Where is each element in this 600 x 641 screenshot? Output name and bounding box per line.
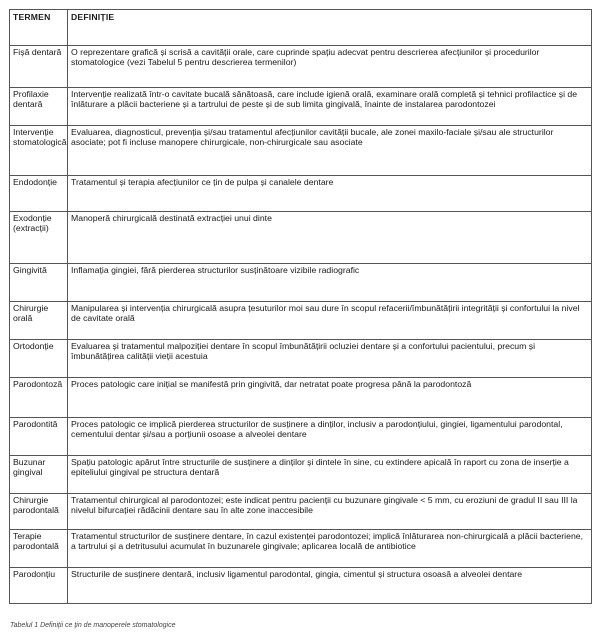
definition-cell: Tratamentul și terapia afecțiunilor ce țin de pulpa și canalele dentare (68, 176, 592, 212)
term-cell: Intervenție stomatologică (10, 126, 68, 176)
table-row (10, 530, 592, 568)
table-row (10, 126, 592, 176)
term-cell: Parodontoză (10, 378, 68, 418)
definition-cell: Evaluarea, diagnosticul, prevenția și/sau tratamentul afecțiunilor cavității bucale, ale zonei maxilo-faciale și/sau ale structurilor asociate; pot fi incluse manopere chirurgicale, non-chirurgicale sau asociate (68, 126, 592, 176)
definition-cell: Proces patologic ce implică pierderea structurilor de susținere a dinților, inclusiv a parodonțiului, gingiei, ligamentului parodontal, cementului dentar și/sau a porțiunii osoase a alveolei dentare (68, 418, 592, 456)
term-cell: Exodonție (extracții) (10, 212, 68, 264)
definitions-table (9, 9, 592, 604)
definition-cell: Proces patologic care inițial se manifestă prin gingivită, dar netratat poate progresa până la parodontoză (68, 378, 592, 418)
table-row (10, 418, 592, 456)
term-cell: Buzunar gingival (10, 456, 68, 494)
definition-cell: Evaluarea și tratamentul malpoziției dentare în scopul îmbunătățirii ocluziei dentare și a confortului pacientului, precum și îmbunătățirea calității vieții acestuia (68, 340, 592, 378)
table-row (10, 378, 592, 418)
definition-cell: Manipularea și intervenția chirurgicală asupra țesuturilor moi sau dure în scopul refacerii/îmbunătățirii integrității și confortului la nivel de cavitate orală (68, 302, 592, 340)
table-header-row (10, 10, 592, 46)
table-row (10, 88, 592, 126)
table-caption: Tabelul 1 Definiții ce țin de manoperele stomatologice (10, 622, 176, 629)
table-row (10, 264, 592, 302)
table-row (10, 46, 592, 88)
table-row (10, 456, 592, 494)
definition-cell: O reprezentare grafică și scrisă a cavității orale, care cuprinde spațiu adecvat pentru descrierea afecțiunilor și procedurilor stomatologice (vezi Tabelul 5 pentru descrierea termenilor) (68, 46, 592, 88)
term-cell: Terapie parodontală (10, 530, 68, 568)
term-cell: Chirurgie orală (10, 302, 68, 340)
definition-cell: Tratamentul structurilor de susținere dentare, în cazul existenței parodontozei; implică înlăturarea non-chirurgicală a plăcii bacteriene, a tartrului și a detritusului acumulat în buzunarele gingivale; aplicarea locală de antibiotice (68, 530, 592, 568)
table-row (10, 302, 592, 340)
table-row (10, 212, 592, 264)
term-cell: Fișă dentară (10, 46, 68, 88)
term-cell: Endodonție (10, 176, 68, 212)
definition-cell: Tratamentul chirurgical al parodontozei; este indicat pentru pacienții cu buzunare gingivale < 5 mm, cu eroziuni de gradul II sau III la nivelul bifurcației rădăcinii dentare sau în alte zone inaccesibile (68, 494, 592, 530)
header-definition: DEFINIȚIE (68, 10, 592, 46)
term-cell: Ortodonție (10, 340, 68, 378)
term-cell: Chirurgie parodontală (10, 494, 68, 530)
table-row (10, 176, 592, 212)
definition-cell: Manoperă chirurgicală destinată extracției unui dinte (68, 212, 592, 264)
definition-cell: Inflamația gingiei, fără pierderea structurilor susținătoare vizibile radiografic (68, 264, 592, 302)
definition-cell: Spațiu patologic apărut între structurile de susținere a dinților și dintele în sine, cu extindere apicală în raport cu zona de inserție a epiteliului gingival pe structura dentară (68, 456, 592, 494)
term-cell: Parodonțiu (10, 568, 68, 604)
definition-cell: Intervenție realizată într-o cavitate bucală sănătoasă, care include igienă orală, examinare orală completă și tehnici profilactice și de înlăturare a plăcii bacteriene și a tartrului de peste și de sub limita gingivală, înainte de instalarea parodontozei (68, 88, 592, 126)
table-row (10, 494, 592, 530)
header-term: TERMEN (10, 10, 68, 46)
term-cell: Gingivită (10, 264, 68, 302)
definition-cell: Structurile de susținere dentară, inclusiv ligamentul parodontal, gingia, cimentul și structura osoasă a alveolei dentare (68, 568, 592, 604)
term-cell: Profilaxie dentară (10, 88, 68, 126)
table-row (10, 340, 592, 378)
table-row (10, 568, 592, 604)
term-cell: Parodontită (10, 418, 68, 456)
